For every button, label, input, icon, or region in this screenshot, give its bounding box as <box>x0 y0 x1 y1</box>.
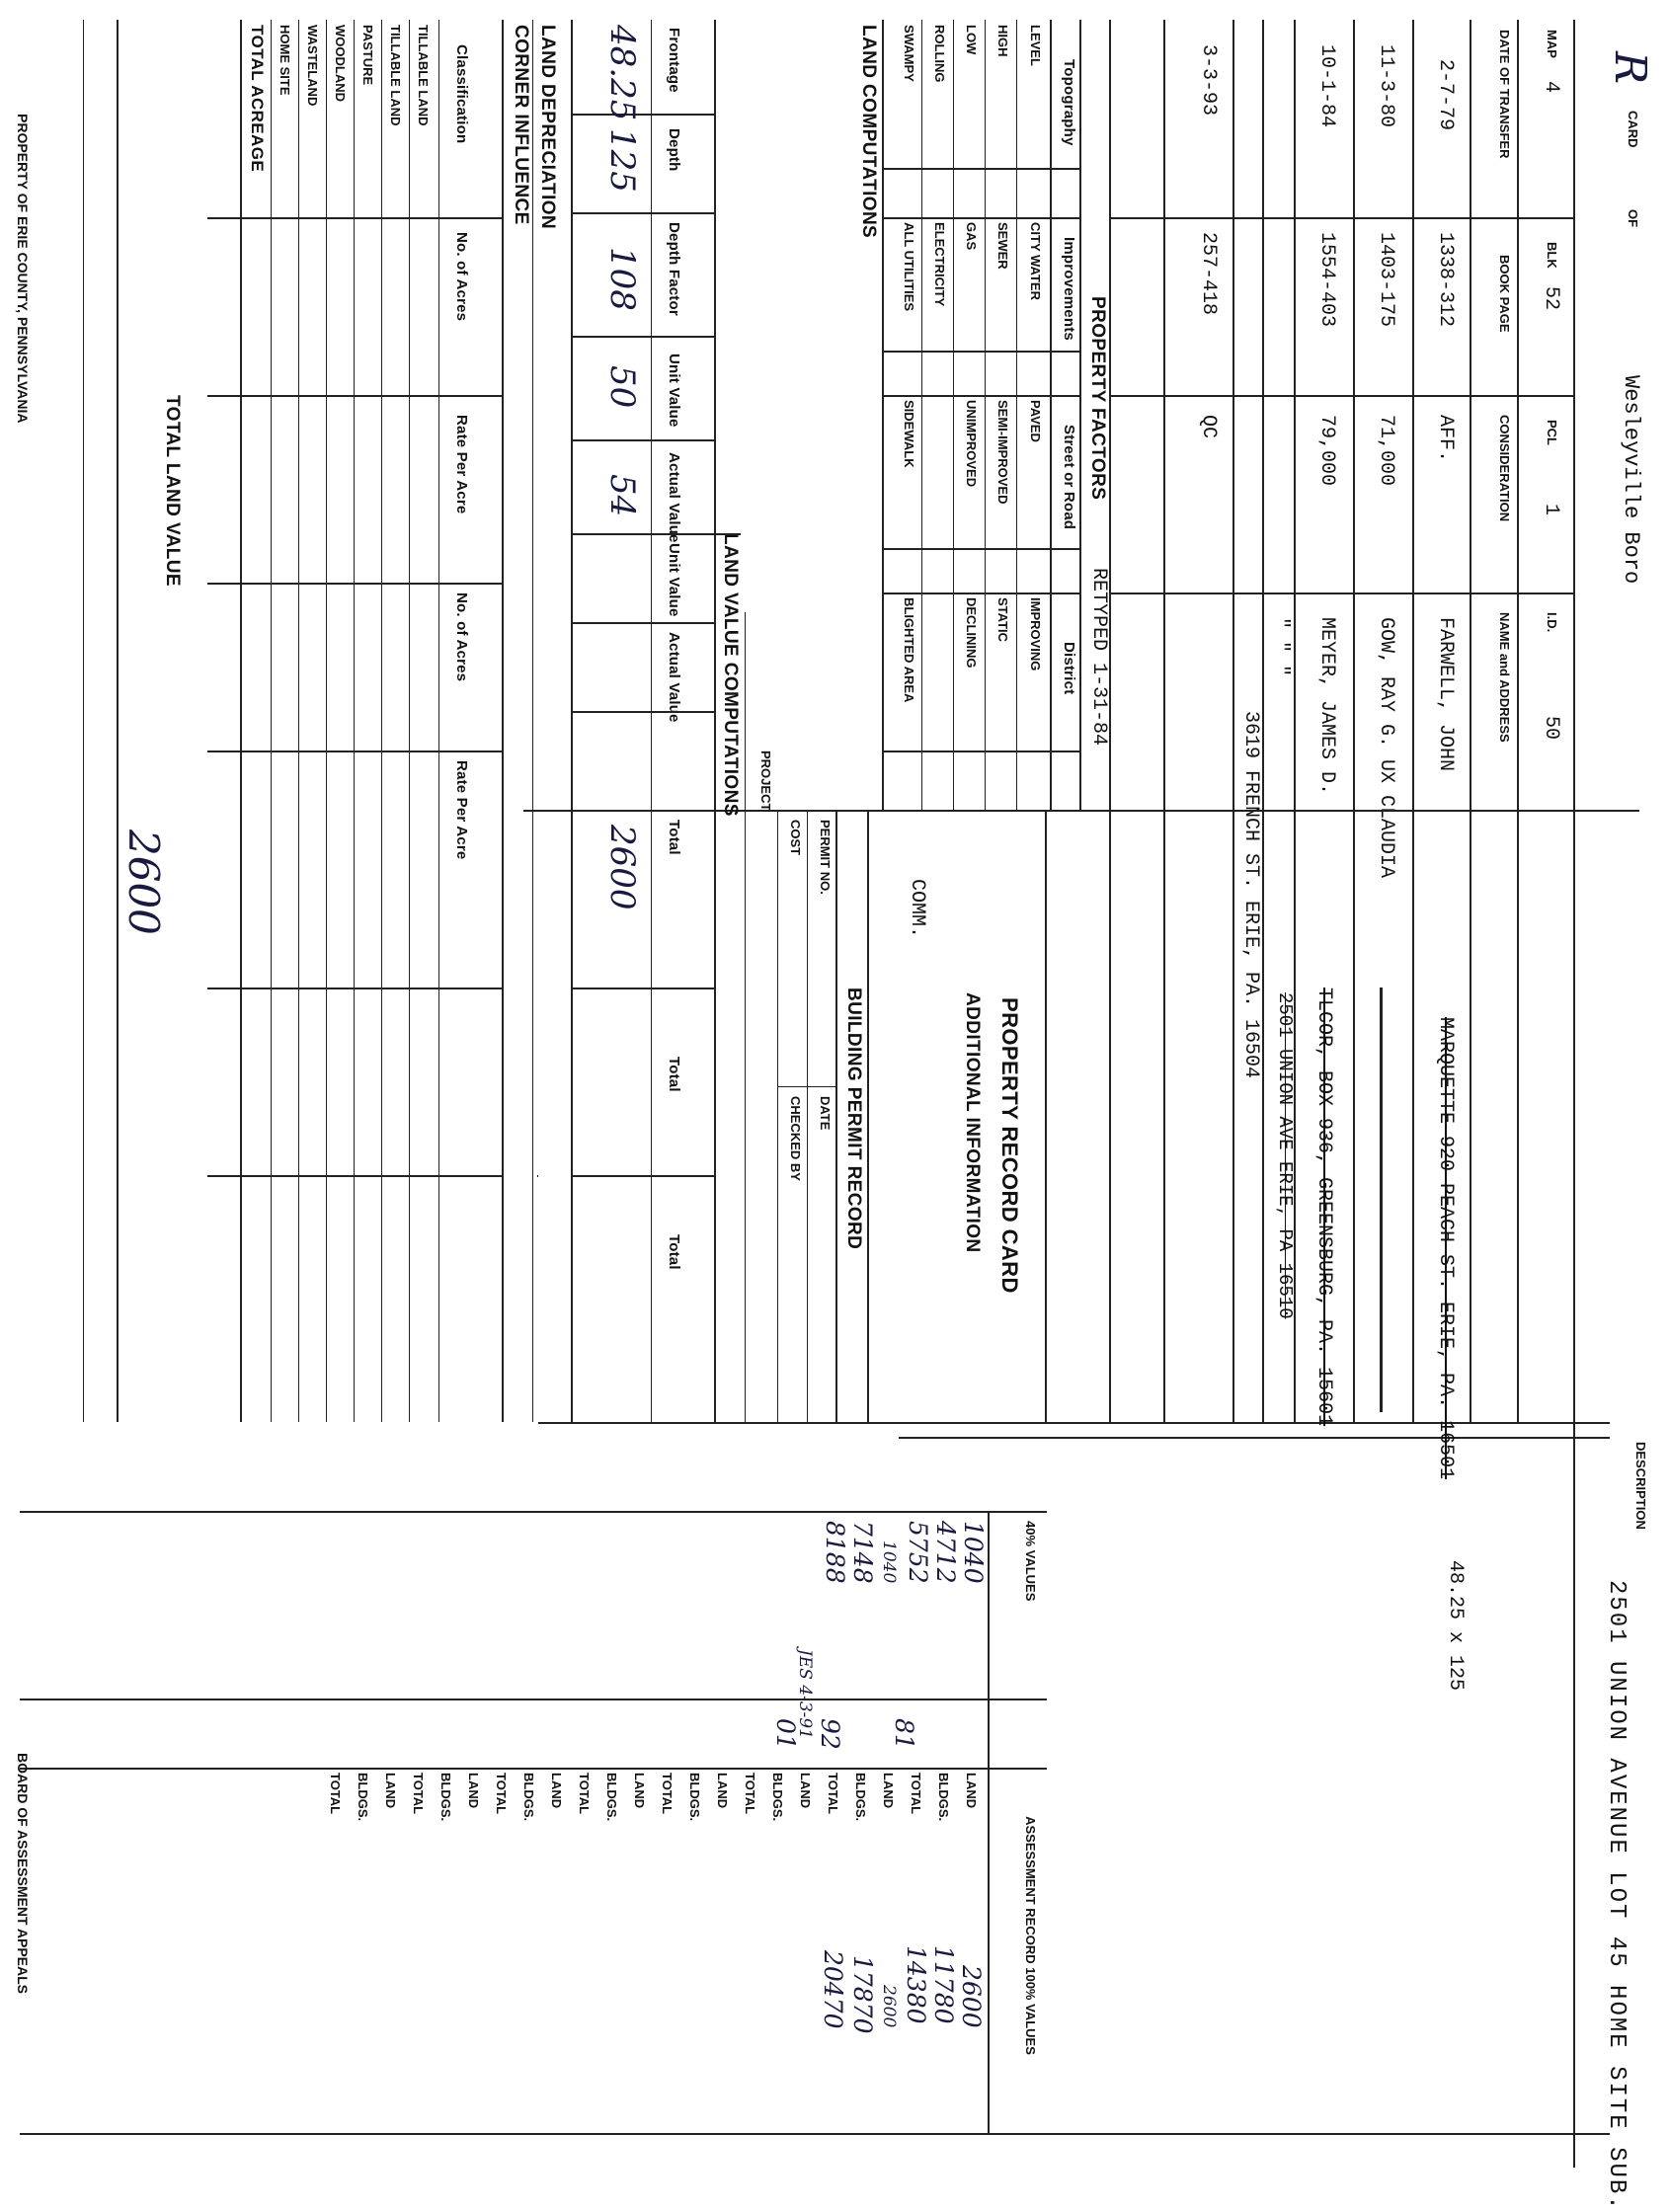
comm-label: COMM. <box>906 879 928 939</box>
rule <box>1016 20 1017 810</box>
total-land-value: 2600 <box>119 830 168 935</box>
jes-note: JES 4-3-91 <box>795 1649 815 1740</box>
assessment-label: LAND <box>715 1773 730 1809</box>
rule <box>20 1698 1047 1700</box>
rule <box>537 1175 538 1177</box>
topography-item: HIGH <box>995 25 1010 57</box>
land-value-computations-title: LAND VALUE COMPUTATIONS <box>720 533 741 817</box>
total-header: Total <box>666 1234 682 1270</box>
rule <box>573 533 741 535</box>
year-92: 92 <box>816 1718 844 1750</box>
rule <box>777 810 778 1422</box>
depth-header: Depth <box>666 128 682 172</box>
id-value: 50 <box>1540 716 1562 741</box>
rule <box>298 20 299 1422</box>
rule <box>807 810 808 1422</box>
assessment-label: BLDGS. <box>356 1773 370 1822</box>
checked-by-label: CHECKED BY <box>788 1096 803 1181</box>
transfer-book: 257-418 <box>1197 232 1220 316</box>
improvement-item: ELECTRICITY <box>932 222 947 307</box>
strike-line <box>1380 988 1383 1412</box>
street-item: PAVED <box>1028 400 1043 442</box>
cost-label: COST <box>788 820 803 856</box>
transfer-name: " " " <box>1269 617 1292 677</box>
transfer-name: GOW, RAY G. UX CLAUDIA <box>1375 617 1397 879</box>
transfer-address: TLCOR, BOX 936, GREENSBURG, PA. 15601 <box>1312 988 1335 1427</box>
values-100-header: ASSESSMENT RECORD 100% VALUES <box>1023 1816 1038 2055</box>
topography-item: ROLLING <box>932 25 947 83</box>
actual-value-value: 54 <box>602 474 642 517</box>
municipality: Wesleyville Boro <box>1619 375 1643 585</box>
land-depreciation: LAND DEPRECIATION <box>537 25 558 230</box>
acres-header: No. of Acres <box>453 592 470 682</box>
rule <box>867 810 869 1422</box>
assessment-label: LAND <box>632 1773 647 1809</box>
rule <box>1045 810 1047 1422</box>
rule <box>117 20 119 1422</box>
rule <box>1050 20 1052 810</box>
rule <box>1353 20 1355 1422</box>
year-81: 81 <box>890 1718 918 1750</box>
project-label: PROJECT <box>758 750 773 812</box>
rule <box>207 750 504 752</box>
improvements-header: Improvements <box>1061 237 1077 341</box>
street-item: UNIMPROVED <box>964 400 979 488</box>
street-header: Street or Road <box>1061 425 1077 530</box>
classification-item: WOODLAND <box>333 25 348 102</box>
depth-value: 125 <box>602 128 642 193</box>
rule <box>953 20 954 810</box>
id-label: I.D. <box>1545 612 1559 633</box>
value-100: 2600 <box>957 1965 986 2028</box>
assessment-label: BLDGS. <box>687 1773 702 1822</box>
rule <box>438 20 439 1422</box>
value-100: 17870 <box>848 1955 877 2034</box>
classification-item: WASTELAND <box>305 25 320 107</box>
assessment-label: BLDGS. <box>853 1773 868 1822</box>
retyped-note: RETYPED 1-31-84 <box>1087 568 1110 747</box>
rate-header: Rate Per Acre <box>453 760 470 860</box>
rule <box>573 711 716 713</box>
improvement-item: CITY WATER <box>1028 222 1043 300</box>
district-item: DECLINING <box>964 597 979 669</box>
rule <box>573 336 716 338</box>
value-40: 1040 <box>959 1521 988 1584</box>
actual-value-header: Actual Value <box>666 632 682 723</box>
rule <box>207 1175 504 1177</box>
rule <box>899 1437 1610 1439</box>
rule <box>381 20 382 1422</box>
assessment-label: BLDGS. <box>521 1773 536 1822</box>
classification-item: PASTURE <box>360 25 375 86</box>
district-item: BLIGHTED AREA <box>902 597 916 703</box>
transfer-date: 11-3-80 <box>1375 44 1397 128</box>
depth-factor-value: 108 <box>602 247 642 311</box>
rule <box>884 217 1081 219</box>
assessment-label: LAND <box>964 1773 979 1809</box>
pcl-value: 1 <box>1540 504 1562 516</box>
rule <box>988 1511 990 2133</box>
assessment-label: BLDGS. <box>936 1773 951 1822</box>
transfer-consideration: 79,000 <box>1315 415 1338 487</box>
transfer-date: 2-7-79 <box>1434 59 1457 131</box>
rule <box>884 168 1081 170</box>
rule <box>835 810 837 1422</box>
assessment-label: LAND <box>881 1773 896 1809</box>
transfer-name: MEYER, JAMES D. <box>1315 617 1338 796</box>
transfer-book: 1338-312 <box>1434 232 1457 328</box>
of-label: OF <box>1626 209 1640 228</box>
year-01: 01 <box>771 1718 800 1750</box>
blk-label: BLK <box>1545 242 1559 269</box>
assessment-label: TOTAL <box>660 1773 675 1815</box>
rule <box>207 395 504 397</box>
district-header: District <box>1061 642 1077 695</box>
transfer-book: 1403-175 <box>1375 232 1397 328</box>
rule <box>1111 217 1575 219</box>
rule <box>502 20 504 1422</box>
pcl-label: PCL <box>1545 420 1559 445</box>
blk-value: 52 <box>1540 286 1562 311</box>
rule <box>20 2133 1610 2135</box>
classification-item: TILLABLE LAND <box>388 25 403 126</box>
rule <box>1412 20 1414 1422</box>
acres-header: No. of Acres <box>453 232 470 322</box>
rate-header: Rate Per Acre <box>453 415 470 514</box>
transfer-name: FARWELL, JOHN <box>1434 617 1457 772</box>
rule <box>745 612 746 1422</box>
assessment-label: LAND <box>466 1773 481 1809</box>
total-land-value-label: TOTAL LAND VALUE <box>162 395 183 587</box>
map-label: MAP <box>1545 30 1559 58</box>
total-header: Total <box>666 820 682 855</box>
value-100: 2600 <box>879 1985 899 2028</box>
assessment-label: TOTAL <box>577 1773 592 1815</box>
transfer-date: 10-1-84 <box>1315 44 1338 128</box>
rule <box>573 212 716 214</box>
unit-value-header: Unit Value <box>666 354 682 428</box>
rule <box>884 750 1081 752</box>
rule <box>921 20 922 810</box>
rule <box>523 810 1639 812</box>
district-item: IMPROVING <box>1028 597 1043 672</box>
rule <box>778 1086 837 1087</box>
value-100: 14380 <box>902 1945 930 2024</box>
rule <box>207 217 504 219</box>
topography-item: LOW <box>964 25 979 55</box>
description-line2: 48.25 x 125 <box>1444 1560 1467 1692</box>
rule <box>1262 20 1264 1422</box>
rule <box>1573 20 1575 2168</box>
rule <box>985 20 986 810</box>
date-label: DATE <box>818 1096 833 1131</box>
street-item: SEMI-IMPROVED <box>995 400 1010 505</box>
total-header: Total <box>666 1057 682 1092</box>
assessment-label: BLDGS. <box>770 1773 785 1822</box>
value-40: 5752 <box>904 1521 932 1584</box>
map-value: 4 <box>1540 81 1562 94</box>
assessment-label: BLDGS. <box>438 1773 453 1822</box>
frontage-header: Frontage <box>666 28 682 93</box>
rule <box>1517 20 1519 1422</box>
land-total-value: 2600 <box>602 825 642 910</box>
unit-value-header: Unit Value <box>666 543 682 617</box>
rule <box>1079 20 1081 810</box>
value-40: 1040 <box>879 1540 899 1584</box>
rule <box>240 20 242 1422</box>
topography-item: SWAMPY <box>902 25 916 82</box>
rule <box>884 395 1081 397</box>
transfer-address: 3619 FRENCH ST. ERIE, PA. 16504 <box>1239 711 1262 1079</box>
additional-info: ADDITIONAL INFORMATION <box>962 992 983 1253</box>
description-label: DESCRIPTION <box>1633 1442 1648 1530</box>
rule <box>651 20 652 1422</box>
rule <box>1111 592 1575 594</box>
topography-item: LEVEL <box>1028 25 1043 66</box>
footer-right: BOARD OF ASSESSMENT APPEALS <box>15 1753 31 1994</box>
building-permit-title: BUILDING PERMIT RECORD <box>843 988 864 1250</box>
rule <box>1163 20 1165 1422</box>
unit-value-value: 50 <box>602 365 642 409</box>
assessment-label: TOTAL <box>909 1773 923 1815</box>
value-40: 4712 <box>931 1521 960 1584</box>
classification-header: Classification <box>453 44 470 144</box>
rule <box>271 20 272 1422</box>
rule <box>207 988 504 989</box>
total-acreage: TOTAL ACREAGE <box>248 25 267 173</box>
rule <box>354 20 355 1422</box>
actual-value-header: Actual Value <box>666 452 682 543</box>
rule <box>83 20 84 1422</box>
rule <box>884 351 1081 353</box>
frontage-value: 48.25 <box>602 25 642 121</box>
assessment-label: TOTAL <box>328 1773 343 1815</box>
rule <box>573 988 716 989</box>
book-page-header: BOOK PAGE <box>1497 255 1512 333</box>
rule <box>884 592 1081 594</box>
land-computations-title: LAND COMPUTATIONS <box>858 25 879 239</box>
consideration-header: CONSIDERATION <box>1497 415 1512 522</box>
transfer-date: 3-3-93 <box>1197 44 1220 117</box>
improvement-item: ALL UTILITIES <box>902 222 916 312</box>
rule <box>326 20 327 1422</box>
permit-no-label: PERMIT NO. <box>818 820 833 895</box>
street-item: SIDEWALK <box>902 400 916 468</box>
depth-factor-header: Depth Factor <box>666 222 682 316</box>
value-100: 20470 <box>819 1950 847 2029</box>
footer-left: PROPERTY OF ERIE COUNTY, PENNSYLVANIA <box>15 114 31 424</box>
assessment-label: TOTAL <box>743 1773 757 1815</box>
name-address-header: NAME and ADDRESS <box>1497 612 1512 743</box>
value-100: 11780 <box>929 1945 958 2024</box>
rule <box>207 583 504 585</box>
assessment-label: LAND <box>383 1773 398 1809</box>
rule <box>1111 395 1575 397</box>
date-of-transfer-header: DATE OF TRANSFER <box>1497 30 1512 159</box>
rule <box>573 439 716 441</box>
topography-header: Topography <box>1061 59 1077 146</box>
transfer-book: 1554-403 <box>1315 232 1338 328</box>
assessment-label: LAND <box>549 1773 564 1809</box>
rule <box>571 20 573 1422</box>
property-factors-title: PROPERTY FACTORS <box>1087 296 1108 501</box>
rule <box>1470 20 1471 1422</box>
rule <box>532 20 533 1422</box>
rule <box>20 1768 1047 1770</box>
assessment-label: TOTAL <box>411 1773 426 1815</box>
improvement-item: SEWER <box>995 222 1010 270</box>
rule <box>573 1175 716 1177</box>
classification-item: HOME SITE <box>278 25 292 96</box>
transfer-address: 2501 UNION AVE ERIE, PA 16510 <box>1274 992 1296 1319</box>
improvement-item: GAS <box>964 222 979 251</box>
assessment-label: TOTAL <box>494 1773 509 1815</box>
rule <box>884 548 1081 550</box>
transfer-address: MARQUETTE 920 PEACH ST. ERIE, PA. 16501 <box>1434 1017 1457 1480</box>
rule <box>573 622 716 624</box>
classification-item: TILLABLE LAND <box>416 25 431 126</box>
description-line1: 2501 UNION AVENUE LOT 45 HOME SITE SUB. <box>1603 1580 1629 2212</box>
assessment-label: BLDGS. <box>604 1773 619 1822</box>
rule <box>573 114 716 116</box>
district-item: STATIC <box>995 597 1010 643</box>
transfer-consideration: AFF. <box>1434 415 1457 463</box>
transfer-consideration: 71,000 <box>1375 415 1397 487</box>
transfer-consideration: QC <box>1197 415 1220 439</box>
values-40-header: 40% VALUES <box>1023 1521 1038 1602</box>
rule <box>409 20 410 1422</box>
card-letter: R <box>1605 51 1655 85</box>
assessment-label: LAND <box>798 1773 813 1809</box>
value-40: 8188 <box>821 1521 849 1584</box>
assessment-label: TOTAL <box>826 1773 840 1815</box>
value-40: 7148 <box>848 1521 877 1584</box>
record-card-title: PROPERTY RECORD CARD <box>997 997 1022 1294</box>
card-label: CARD <box>1626 111 1640 148</box>
rule <box>882 20 884 810</box>
rule <box>1232 20 1234 1422</box>
corner-influence: CORNER INFLUENCE <box>511 25 531 225</box>
rule <box>20 1511 1047 1513</box>
rule <box>714 20 716 1422</box>
